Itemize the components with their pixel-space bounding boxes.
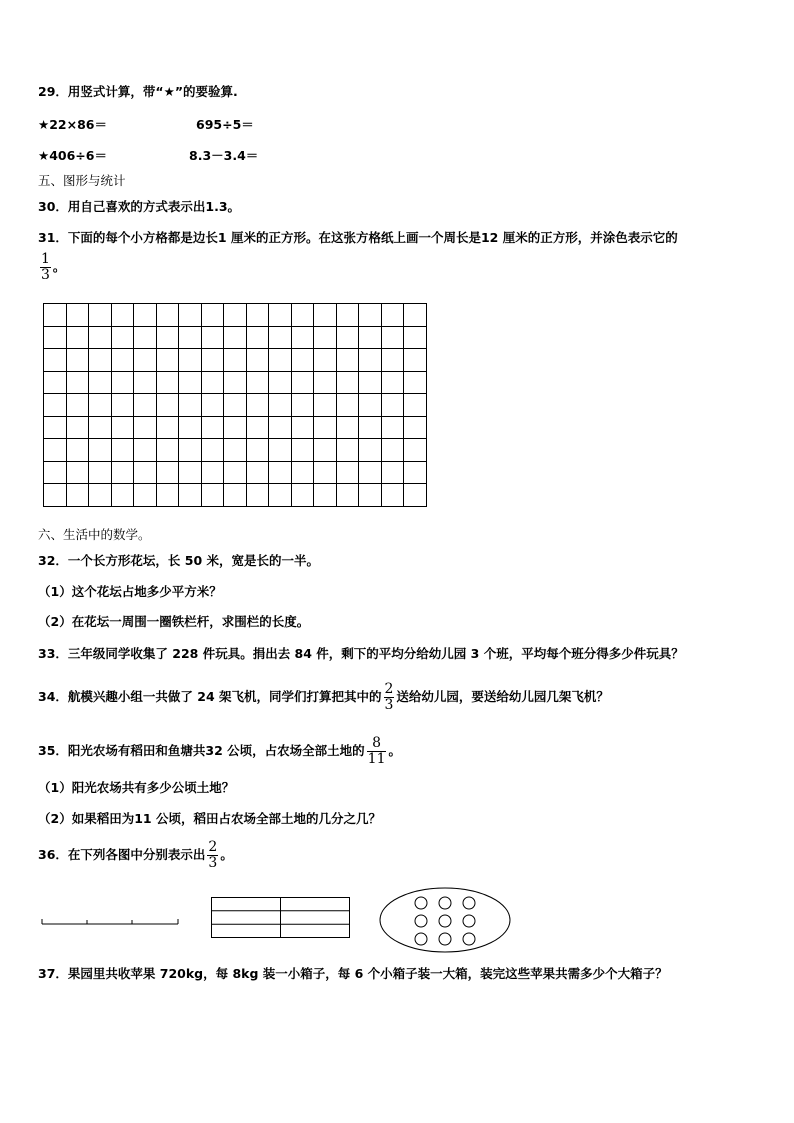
grid-cell[interactable] [381, 304, 404, 327]
grid-cell[interactable] [156, 484, 179, 507]
grid-cell[interactable] [381, 416, 404, 439]
grid-cell[interactable] [89, 349, 112, 372]
grid-cell[interactable] [156, 461, 179, 484]
grid-cell[interactable] [381, 439, 404, 462]
q36-after: 。 [220, 847, 233, 862]
grid-cell[interactable] [359, 349, 382, 372]
small-circle [463, 933, 475, 945]
grid-cell[interactable] [89, 484, 112, 507]
grid-cell[interactable] [179, 416, 202, 439]
q36-before: 36．在下列各图中分别表示出 [38, 847, 206, 862]
grid-cell[interactable] [246, 416, 269, 439]
grid-cell[interactable] [44, 326, 67, 349]
grid-row [44, 304, 427, 327]
q34-frac-numerator: 2 [384, 681, 394, 697]
grid-cell[interactable] [89, 439, 112, 462]
grid-cell[interactable] [246, 349, 269, 372]
grid-cell[interactable] [314, 484, 337, 507]
grid-cell[interactable] [359, 439, 382, 462]
q31-text: 31．下面的每个小方格都是边长1 厘米的正方形。在这张方格纸上画一个周长是12 厘米的正方形，并涂色表示它的 [38, 230, 678, 245]
grid-cell[interactable] [246, 461, 269, 484]
grid-cell[interactable] [44, 461, 67, 484]
q32-sub-2: （2）在花坛一周围一圈铁栏杆，求围栏的长度。 [38, 614, 310, 629]
grid-cell[interactable] [269, 326, 292, 349]
grid-cell[interactable] [381, 484, 404, 507]
grid-cell[interactable] [336, 484, 359, 507]
grid-cell[interactable] [246, 371, 269, 394]
grid-cell[interactable] [179, 304, 202, 327]
q29-title: 29．用竖式计算，带“★”的要验算. [38, 84, 238, 99]
grid-cell[interactable] [156, 371, 179, 394]
segment-figure [40, 910, 182, 930]
q30-text: 30．用自己喜欢的方式表示出1.3。 [38, 199, 241, 214]
grid-cell[interactable] [246, 484, 269, 507]
grid-cell[interactable] [314, 416, 337, 439]
grid-cell[interactable] [381, 394, 404, 417]
rectangle-figure [210, 896, 352, 940]
grid-cell[interactable] [269, 461, 292, 484]
q34-text [38, 682, 609, 713]
grid-cell[interactable] [314, 304, 337, 327]
grid-cell[interactable] [404, 349, 427, 372]
small-circle [439, 897, 451, 909]
grid-cell[interactable] [111, 394, 134, 417]
grid-cell[interactable] [246, 304, 269, 327]
grid-cell[interactable] [291, 326, 314, 349]
grid-cell[interactable] [224, 371, 247, 394]
grid-cell[interactable] [314, 394, 337, 417]
grid-cell[interactable] [291, 371, 314, 394]
grid-cell[interactable] [359, 326, 382, 349]
grid-cell[interactable] [404, 439, 427, 462]
grid-cell[interactable] [224, 394, 247, 417]
grid-cell[interactable] [134, 349, 157, 372]
grid-cell[interactable] [44, 439, 67, 462]
grid-cell[interactable] [336, 461, 359, 484]
grid-cell[interactable] [291, 349, 314, 372]
grid-cell[interactable] [134, 394, 157, 417]
q35-frac-numerator: 8 [372, 735, 382, 751]
grid-cell[interactable] [111, 304, 134, 327]
q36-text [38, 840, 233, 871]
grid-cell[interactable] [381, 349, 404, 372]
q35-sub-2: （2）如果稻田为11 公顷，稻田占农场全部土地的几分之几？ [38, 811, 381, 826]
grid-cell[interactable] [44, 371, 67, 394]
grid-cell[interactable] [179, 326, 202, 349]
grid-cell[interactable] [44, 349, 67, 372]
section-5-heading: 五、图形与统计 [38, 173, 126, 188]
grid-row [44, 326, 427, 349]
grid-cell[interactable] [89, 416, 112, 439]
q35-frac-denominator: 11 [367, 751, 386, 767]
grid-cell[interactable] [201, 394, 224, 417]
grid-cell[interactable] [44, 304, 67, 327]
grid-row [44, 394, 427, 417]
grid-cell[interactable] [246, 439, 269, 462]
grid-cell[interactable] [201, 326, 224, 349]
grid-cell[interactable] [336, 394, 359, 417]
q32-sub-1: （1）这个花坛占地多少平方米？ [38, 584, 222, 599]
grid-cell[interactable] [156, 439, 179, 462]
grid-cell[interactable] [179, 371, 202, 394]
grid-cell[interactable] [89, 326, 112, 349]
grid-cell[interactable] [336, 371, 359, 394]
q29-item-3: ★406÷6＝ [38, 148, 107, 163]
grid-cell[interactable] [359, 484, 382, 507]
q37-text: 37．果园里共收苹果 720kg，每 8kg 装一小箱子，每 6 个小箱子装一大箱，装完这些苹果共需多少个大箱子？ [38, 966, 668, 981]
q35-before: 35．阳光农场有稻田和鱼塘共32 公顷，占农场全部土地的 [38, 743, 365, 758]
grid-cell[interactable] [224, 439, 247, 462]
grid-cell[interactable] [224, 484, 247, 507]
grid-cell[interactable] [44, 394, 67, 417]
grid-row [44, 461, 427, 484]
grid-cell[interactable] [359, 461, 382, 484]
q34-frac-denominator: 3 [384, 697, 394, 713]
grid-cell[interactable] [269, 484, 292, 507]
grid-cell[interactable] [66, 349, 89, 372]
grid-cell[interactable] [134, 484, 157, 507]
grid-cell[interactable] [201, 461, 224, 484]
grid-cell[interactable] [156, 304, 179, 327]
grid-cell[interactable] [269, 349, 292, 372]
small-circle [439, 933, 451, 945]
grid-cell[interactable] [156, 416, 179, 439]
grid-cell[interactable] [111, 461, 134, 484]
q32-text: 32．一个长方形花坛，长 50 米，宽是长的一半。 [38, 553, 319, 568]
grid-cell[interactable] [291, 394, 314, 417]
q35-sub-1: （1）阳光农场共有多少公顷土地？ [38, 780, 235, 795]
q34-before: 34．航模兴趣小组一共做了 24 架飞机，同学们打算把其中的 [38, 689, 382, 704]
grid-cell[interactable] [66, 484, 89, 507]
grid-cell[interactable] [269, 304, 292, 327]
grid-cell[interactable] [291, 484, 314, 507]
q31-frac-numerator: 1 [41, 251, 50, 267]
grid-cell[interactable] [44, 484, 67, 507]
q31-after: 。 [52, 259, 66, 274]
grid-cell[interactable] [314, 349, 337, 372]
grid-cell[interactable] [291, 416, 314, 439]
square-grid [43, 303, 427, 507]
grid-table [43, 303, 427, 507]
grid-cell[interactable] [89, 304, 112, 327]
grid-cell[interactable] [156, 394, 179, 417]
grid-cell[interactable] [201, 416, 224, 439]
q36-frac-numerator: 2 [208, 839, 218, 855]
section-6-heading: 六、生活中的数学。 [38, 527, 151, 542]
q33-text: 33．三年级同学收集了 228 件玩具。捐出去 84 件，剩下的平均分给幼儿园 3 个班，平均每个班分得多少件玩具？ [38, 646, 684, 661]
grid-row [44, 484, 427, 507]
grid-cell[interactable] [404, 304, 427, 327]
grid-cell[interactable] [246, 326, 269, 349]
grid-cell[interactable] [66, 371, 89, 394]
grid-cell[interactable] [201, 484, 224, 507]
grid-cell[interactable] [359, 416, 382, 439]
grid-cell[interactable] [269, 394, 292, 417]
grid-cell[interactable] [404, 394, 427, 417]
grid-cell[interactable] [134, 326, 157, 349]
grid-cell[interactable] [269, 439, 292, 462]
grid-cell[interactable] [66, 439, 89, 462]
ellipse-outline [380, 888, 510, 952]
grid-cell[interactable] [134, 439, 157, 462]
grid-cell[interactable] [66, 394, 89, 417]
grid-cell[interactable] [111, 416, 134, 439]
grid-cell[interactable] [314, 461, 337, 484]
grid-cell[interactable] [111, 484, 134, 507]
grid-cell[interactable] [89, 461, 112, 484]
small-circle [415, 933, 427, 945]
small-circle [439, 915, 451, 927]
q35-after: 。 [388, 743, 401, 758]
grid-cell[interactable] [111, 371, 134, 394]
q29-item-2: 695÷5＝ [196, 117, 254, 132]
grid-cell[interactable] [201, 304, 224, 327]
grid-cell[interactable] [224, 416, 247, 439]
grid-cell[interactable] [291, 461, 314, 484]
grid-cell[interactable] [156, 326, 179, 349]
grid-cell[interactable] [269, 371, 292, 394]
grid-cell[interactable] [404, 461, 427, 484]
grid-cell[interactable] [111, 326, 134, 349]
grid-row [44, 371, 427, 394]
grid-cell[interactable] [179, 439, 202, 462]
grid-cell[interactable] [381, 326, 404, 349]
grid-cell[interactable] [314, 326, 337, 349]
grid-cell[interactable] [66, 326, 89, 349]
grid-cell[interactable] [404, 416, 427, 439]
grid-cell[interactable] [134, 304, 157, 327]
grid-cell[interactable] [224, 326, 247, 349]
grid-cell[interactable] [336, 304, 359, 327]
small-circle [463, 897, 475, 909]
grid-row [44, 416, 427, 439]
grid-cell[interactable] [44, 416, 67, 439]
grid-cell[interactable] [156, 349, 179, 372]
grid-cell[interactable] [179, 349, 202, 372]
grid-cell[interactable] [224, 349, 247, 372]
grid-cell[interactable] [89, 394, 112, 417]
small-circle [415, 897, 427, 909]
q36-fraction [207, 840, 218, 871]
q34-fraction [384, 682, 395, 713]
grid-cell[interactable] [404, 484, 427, 507]
q31-fraction [40, 252, 51, 283]
grid-cell[interactable] [404, 326, 427, 349]
grid-cell[interactable] [359, 394, 382, 417]
q35-fraction [367, 736, 387, 767]
q31-fraction-line [38, 252, 65, 283]
grid-cell[interactable] [336, 326, 359, 349]
grid-cell[interactable] [201, 371, 224, 394]
grid-row [44, 349, 427, 372]
q29-item-4: 8.3－3.4＝ [189, 148, 259, 163]
q29-item-1: ★22×86＝ [38, 117, 107, 132]
ellipse-figure [378, 886, 512, 956]
grid-cell[interactable] [66, 461, 89, 484]
grid-cell[interactable] [291, 439, 314, 462]
grid-cell[interactable] [201, 349, 224, 372]
grid-cell[interactable] [291, 304, 314, 327]
grid-cell[interactable] [201, 439, 224, 462]
grid-cell[interactable] [66, 304, 89, 327]
q34-after: 送给幼儿园，要送给幼儿园几架飞机？ [396, 689, 609, 704]
grid-cell[interactable] [224, 304, 247, 327]
grid-cell[interactable] [404, 371, 427, 394]
grid-cell[interactable] [246, 394, 269, 417]
grid-cell[interactable] [111, 439, 134, 462]
grid-cell[interactable] [314, 439, 337, 462]
grid-cell[interactable] [179, 484, 202, 507]
grid-cell[interactable] [179, 461, 202, 484]
grid-row [44, 439, 427, 462]
small-circle [415, 915, 427, 927]
q35-text [38, 736, 401, 767]
grid-cell[interactable] [359, 371, 382, 394]
grid-cell[interactable] [134, 416, 157, 439]
small-circle [463, 915, 475, 927]
grid-cell[interactable] [336, 416, 359, 439]
grid-cell[interactable] [314, 371, 337, 394]
grid-cell[interactable] [381, 371, 404, 394]
grid-cell[interactable] [381, 461, 404, 484]
grid-cell[interactable] [134, 371, 157, 394]
q31-frac-denominator: 3 [41, 267, 50, 283]
grid-cell[interactable] [336, 439, 359, 462]
grid-cell[interactable] [359, 304, 382, 327]
q36-frac-denominator: 3 [208, 855, 218, 871]
grid-cell[interactable] [224, 461, 247, 484]
grid-cell[interactable] [336, 349, 359, 372]
grid-cell[interactable] [66, 416, 89, 439]
grid-cell[interactable] [134, 461, 157, 484]
grid-cell[interactable] [179, 394, 202, 417]
grid-cell[interactable] [269, 416, 292, 439]
grid-cell[interactable] [89, 371, 112, 394]
grid-cell[interactable] [111, 349, 134, 372]
